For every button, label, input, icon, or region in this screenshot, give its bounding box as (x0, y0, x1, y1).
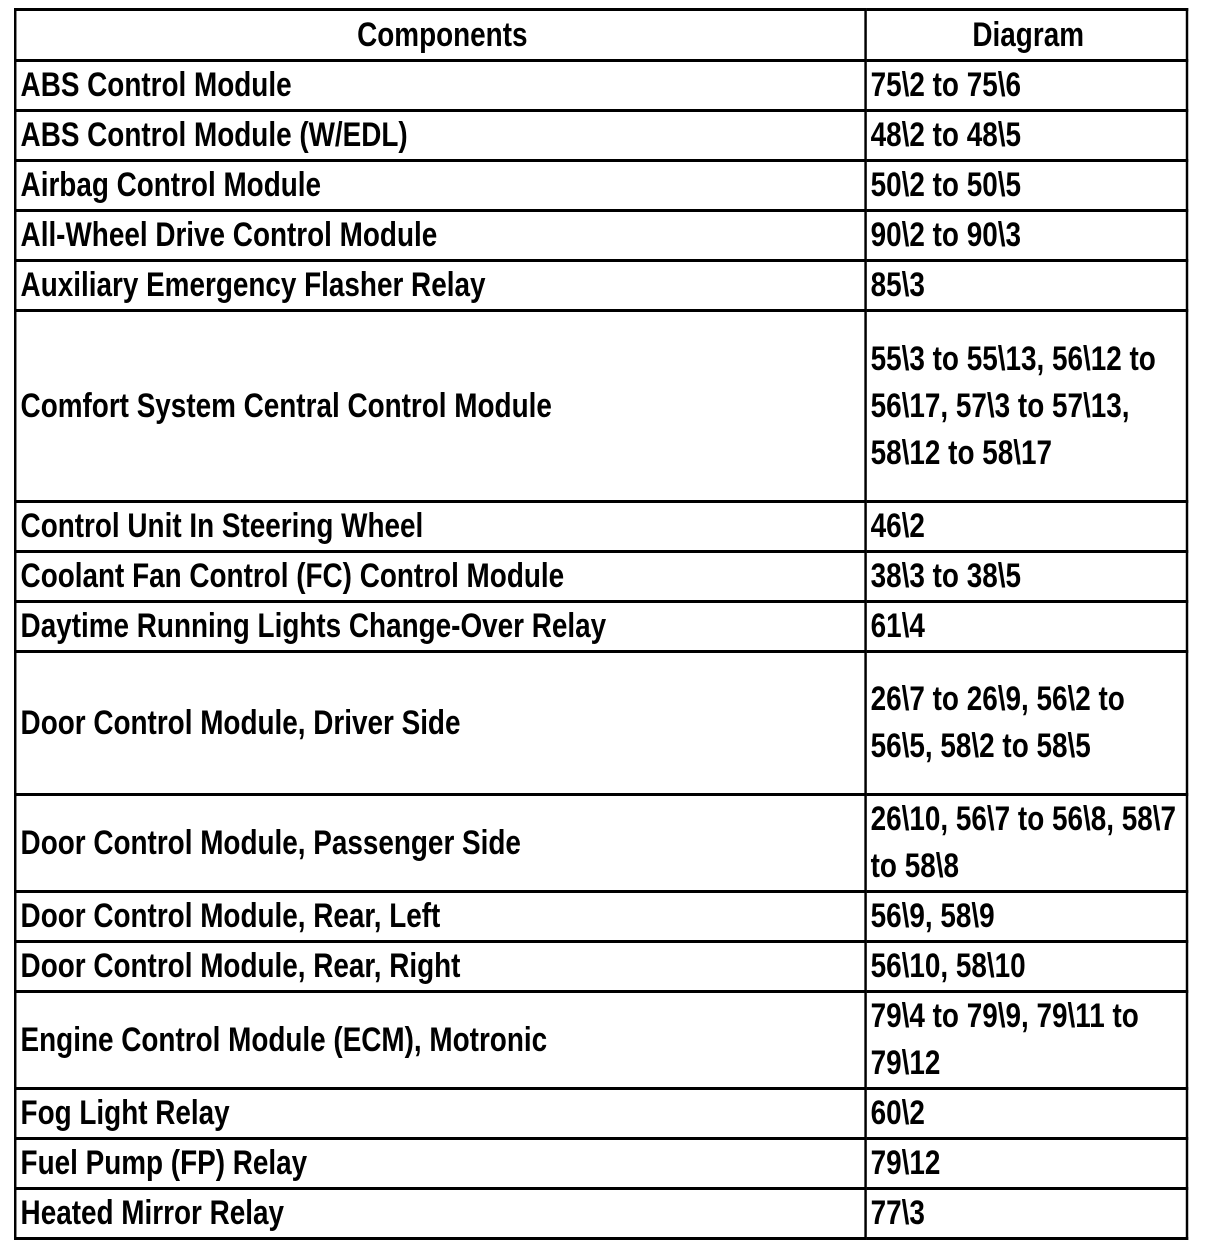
diagram-cell: 48\2 to 48\5 (865, 111, 1187, 161)
component-cell: Control Unit In Steering Wheel (15, 502, 865, 552)
component-cell: Fog Light Relay (15, 1089, 865, 1139)
header-diagram: Diagram (865, 10, 1187, 61)
diagram-cell: 60\2 (865, 1089, 1187, 1139)
component-cell: Door Control Module, Rear, Left (15, 892, 865, 942)
component-cell: Door Control Module, Passenger Side (15, 795, 865, 892)
table-row (15, 111, 1187, 161)
diagram-cell: 90\2 to 90\3 (865, 211, 1187, 261)
component-cell: ABS Control Module (15, 61, 865, 111)
component-cell: Fuel Pump (FP) Relay (15, 1139, 865, 1189)
component-cell: All-Wheel Drive Control Module (15, 211, 865, 261)
components-diagram-table (14, 8, 1188, 1240)
diagram-cell: 56\9, 58\9 (865, 892, 1187, 942)
diagram-cell: 50\2 to 50\5 (865, 161, 1187, 211)
component-cell: Heated Mirror Relay (15, 1189, 865, 1239)
table-row (15, 61, 1187, 111)
table-row (15, 161, 1187, 211)
diagram-cell: 61\4 (865, 602, 1187, 652)
diagram-cell: 38\3 to 38\5 (865, 552, 1187, 602)
diagram-cell: 56\10, 58\10 (865, 942, 1187, 992)
table-row (15, 1189, 1187, 1239)
table-row (15, 1089, 1187, 1139)
diagram-cell: 26\10, 56\7 to 56\8, 58\7 to 58\8 (865, 795, 1187, 892)
diagram-cell: 85\3 (865, 261, 1187, 311)
table-row (15, 1139, 1187, 1189)
header-components: Components (15, 10, 865, 61)
component-cell: Door Control Module, Driver Side (15, 652, 865, 795)
table-row (15, 311, 1187, 502)
table-row (15, 261, 1187, 311)
component-cell: Door Control Module, Rear, Right (15, 942, 865, 992)
component-cell: Engine Control Module (ECM), Motronic (15, 992, 865, 1089)
table-row (15, 552, 1187, 602)
component-cell: ABS Control Module (W/EDL) (15, 111, 865, 161)
component-cell: Daytime Running Lights Change-Over Relay (15, 602, 865, 652)
table-row (15, 602, 1187, 652)
diagram-cell: 77\3 (865, 1189, 1187, 1239)
component-cell: Auxiliary Emergency Flasher Relay (15, 261, 865, 311)
component-cell: Coolant Fan Control (FC) Control Module (15, 552, 865, 602)
component-cell: Airbag Control Module (15, 161, 865, 211)
header-row (15, 10, 1187, 61)
diagram-cell: 55\3 to 55\13, 56\12 to 56\17, 57\3 to 57\13, 58\12 to 58\17 (865, 311, 1187, 502)
table-row (15, 502, 1187, 552)
table-row (15, 652, 1187, 795)
diagram-cell: 79\12 (865, 1139, 1187, 1189)
table-row (15, 992, 1187, 1089)
diagram-cell: 75\2 to 75\6 (865, 61, 1187, 111)
table-row (15, 942, 1187, 992)
diagram-cell: 79\4 to 79\9, 79\11 to 79\12 (865, 992, 1187, 1089)
table-row (15, 795, 1187, 892)
table-row (15, 211, 1187, 261)
component-cell: Comfort System Central Control Module (15, 311, 865, 502)
diagram-cell: 46\2 (865, 502, 1187, 552)
table-row (15, 892, 1187, 942)
diagram-cell: 26\7 to 26\9, 56\2 to 56\5, 58\2 to 58\5 (865, 652, 1187, 795)
